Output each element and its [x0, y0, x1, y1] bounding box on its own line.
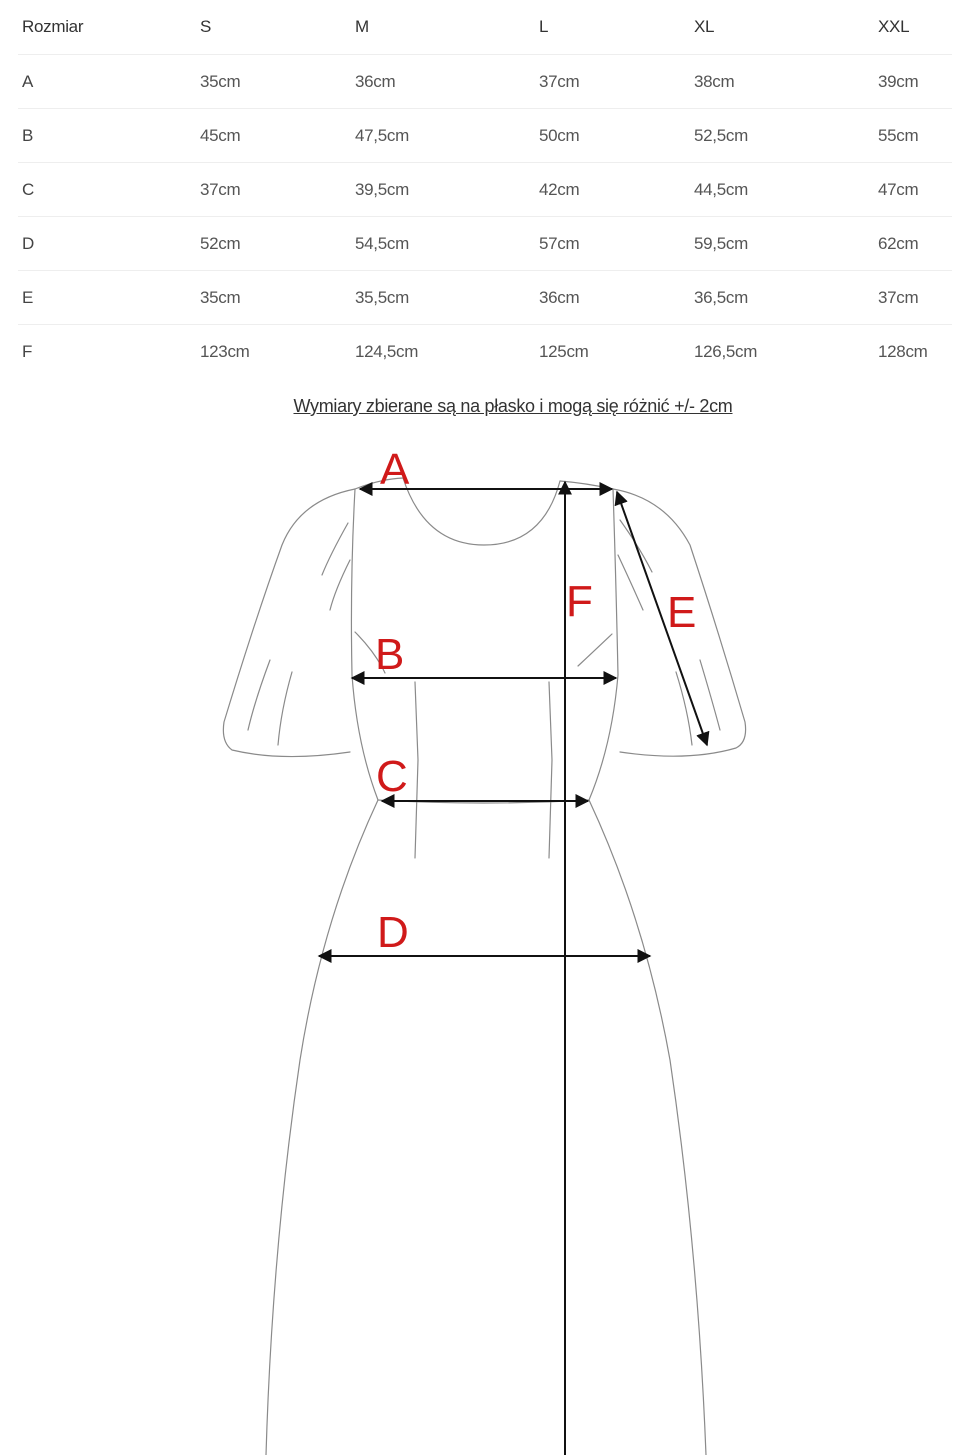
header-size-s: S	[196, 0, 351, 55]
table-cell: 124,5cm	[355, 341, 419, 361]
table-cell: 62cm	[874, 217, 952, 271]
table-cell: 59,5cm	[690, 217, 874, 271]
label-b: B	[375, 630, 405, 679]
table-cell: 57cm	[535, 217, 690, 271]
measurement-note: Wymiary zbierane są na płasko i mogą się różnić +/- 2cm	[293, 396, 733, 416]
label-c: C	[376, 752, 408, 801]
dress-measurement-diagram	[0, 430, 970, 1455]
table-cell: 47cm	[874, 163, 952, 217]
header-size-m: M	[351, 0, 535, 55]
row-label: B	[18, 109, 196, 163]
table-cell: 37cm	[535, 55, 690, 109]
row-label: A	[18, 55, 196, 109]
table-cell: 50cm	[535, 109, 690, 163]
table-cell: 128cm	[878, 341, 928, 361]
row-label: C	[18, 163, 196, 217]
table-cell: 37cm	[874, 271, 952, 325]
row-label: F	[22, 341, 33, 361]
table-cell: 35cm	[196, 271, 351, 325]
table-cell: 39cm	[874, 55, 952, 109]
row-label: D	[18, 217, 196, 271]
label-f: F	[566, 577, 593, 626]
table-cell: 123cm	[200, 341, 250, 361]
table-cell: 55cm	[874, 109, 952, 163]
table-cell: 35cm	[196, 55, 351, 109]
row-label: E	[18, 271, 196, 325]
table-cell: 42cm	[535, 163, 690, 217]
header-size-xl: XL	[690, 0, 874, 55]
table-cell: 36,5cm	[690, 271, 874, 325]
measurement-labels	[375, 445, 696, 957]
table-cell: 37cm	[196, 163, 351, 217]
header-size-xxl: XXL	[874, 0, 952, 55]
table-row	[18, 109, 952, 163]
label-e: E	[667, 588, 697, 637]
measurement-arrows	[319, 482, 707, 1455]
table-cell: 125cm	[539, 341, 589, 361]
header-size-l: L	[535, 0, 690, 55]
table-row	[18, 163, 952, 217]
table-header-row	[18, 0, 952, 55]
table-cell: 52,5cm	[690, 109, 874, 163]
label-d: D	[377, 908, 409, 957]
table-cell: 36cm	[535, 271, 690, 325]
size-table	[18, 0, 952, 378]
table-cell: 47,5cm	[351, 109, 535, 163]
label-a: A	[380, 445, 410, 494]
table-cell: 44,5cm	[690, 163, 874, 217]
table-row	[18, 217, 952, 271]
header-rozmiar: Rozmiar	[18, 0, 196, 55]
table-cell: 45cm	[196, 109, 351, 163]
table-cell: 52cm	[196, 217, 351, 271]
table-cell: 38cm	[690, 55, 874, 109]
table-cell: 54,5cm	[351, 217, 535, 271]
table-row	[18, 271, 952, 325]
table-cell: 126,5cm	[694, 341, 758, 361]
table-row	[18, 325, 952, 379]
table-cell: 39,5cm	[351, 163, 535, 217]
table-row	[18, 55, 952, 109]
table-cell: 35,5cm	[351, 271, 535, 325]
table-cell: 36cm	[351, 55, 535, 109]
